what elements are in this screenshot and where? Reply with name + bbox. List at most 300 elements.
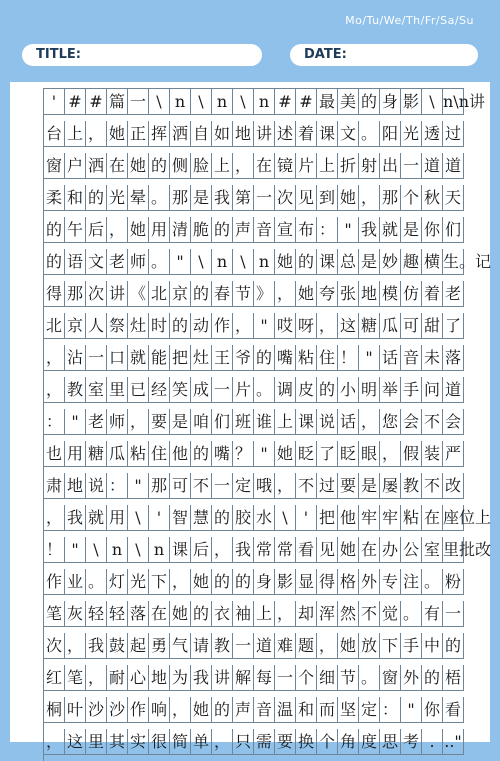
grid-cell: 其 [107,729,128,754]
grid-cell: 上 [254,601,275,626]
grid-cell: 已 [128,377,149,402]
grid-cell: 洒 [86,153,107,178]
grid-cell: 常 [275,537,296,562]
grid-cell: 个 [401,185,422,210]
grid-cell: 射 [359,153,380,178]
grid-cell: 慧 [191,505,212,530]
grid-cell: 折 [338,153,359,178]
grid-cell: 得 [44,281,65,306]
grid-cell: 你 [422,217,443,242]
grid-cell: ， [44,505,65,530]
grid-cell: 很 [149,729,170,754]
grid-cell: 讲 [212,665,233,690]
grid-cell: 的 [317,377,338,402]
grid-cell: 的 [86,185,107,210]
grid-cell: ， [212,729,233,754]
grid-cell: 的 [254,345,275,370]
grid-cell: # [275,89,296,114]
grid-cell: 过 [317,473,338,498]
grid-row [44,473,464,499]
grid-cell: 装 [422,441,443,466]
grid-cell: 室 [86,377,107,402]
grid-cell: 身 [254,569,275,594]
grid-cell: 小 [338,377,359,402]
grid-cell: 一 [254,185,275,210]
grid-cell: 能 [149,345,170,370]
grid-cell: ： [380,697,401,722]
grid-cell: 外 [359,569,380,594]
grid-row [44,153,464,179]
grid-cell: 看 [443,697,464,722]
grid-cell: \ [128,505,149,530]
grid-cell: 外 [401,665,422,690]
grid-cell: 一 [275,665,296,690]
grid-cell: 里 [86,729,107,754]
grid-cell: 上 [317,153,338,178]
grid-cell: 只 [233,729,254,754]
grid-cell: 下 [149,569,170,594]
grid-cell: 我 [359,217,380,242]
grid-cell: 老 [107,249,128,274]
grid-cell: 请 [191,633,212,658]
grid-cell: 晕 [128,185,149,210]
grid-cell: ， [233,313,254,338]
grid-cell: 脸 [191,153,212,178]
grid-cell: 脆 [191,217,212,242]
grid-cell: 她 [128,217,149,242]
grid-cell: \ [86,537,107,562]
grid-cell: 她 [275,441,296,466]
grid-cell: 我 [233,537,254,562]
grid-cell: \ [233,249,254,274]
grid-cell: 时 [149,313,170,338]
grid-cell: 她 [191,569,212,594]
grid-cell: 的 [422,665,443,690]
grid-cell: 光 [128,569,149,594]
grid-cell: 天 [443,185,464,210]
grid-cell: 把 [317,505,338,530]
grid-cell: 作 [44,569,65,594]
grid-cell: 会 [401,409,422,434]
grid-cell: 考 [401,729,422,754]
grid-cell: 的 [359,89,380,114]
grid-cell: 衣 [212,601,233,626]
grid-cell: 着 [422,281,443,306]
grid-cell: 模 [380,281,401,306]
grid-cell: 她 [296,281,317,306]
grid-cell: 一 [443,601,464,626]
grid-cell: 定 [359,697,380,722]
grid-cell: 课 [170,537,191,562]
grid-cell: 如 [212,121,233,146]
grid-cell: 她 [128,153,149,178]
grid-cell: 用 [107,505,128,530]
grid-cell: 。 [149,185,170,210]
grid-cell: 笑 [170,377,191,402]
grid-cell: 话 [338,409,359,434]
grid-cell: 午 [65,217,86,242]
grid-cell: 课 [317,249,338,274]
grid-cell: 次 [86,281,107,306]
grid-row [44,281,464,307]
grid-cell: 起 [128,633,149,658]
grid-cell: 眼 [359,441,380,466]
grid-cell: 镜 [275,153,296,178]
grid-cell: 下 [380,633,401,658]
grid-cell: 音 [254,697,275,722]
grid-cell: ， [275,601,296,626]
grid-cell: 次 [44,633,65,658]
grid-cell: 们 [212,409,233,434]
grid-cell: 呀 [296,313,317,338]
grid-cell: \ [191,249,212,274]
grid-row [44,185,464,211]
grid-cell: 台 [44,121,65,146]
grid-cell: 牢 [380,505,401,530]
grid-cell: 班 [233,409,254,434]
grid-cell: 角 [338,729,359,754]
grid-cell: ！ [338,345,359,370]
grid-cell: 京 [170,281,191,306]
grid-cell: ， [170,697,191,722]
grid-cell: 细 [317,665,338,690]
grid-cell: # [296,89,317,114]
grid-cell: 响 [149,697,170,722]
grid-cell: ， [380,441,401,466]
grid-cell: 在 [149,601,170,626]
title-field[interactable] [22,44,262,66]
grid-cell: 地 [149,665,170,690]
grid-cell: 需 [254,729,275,754]
grid-cell: 的 [212,505,233,530]
grid-cell: 她 [338,185,359,210]
grid-cell: 糖 [359,313,380,338]
grid-cell: 话 [380,345,401,370]
grid-cell: n [254,249,275,274]
grid-cell: 灶 [128,313,149,338]
grid-cell: 常 [254,537,275,562]
grid-row [44,217,464,243]
grid-cell: 次 [275,185,296,210]
grid-cell: 就 [380,217,401,242]
grid-cell: 老 [86,409,107,434]
grid-cell: 温 [275,697,296,722]
grid-cell: ， [233,153,254,178]
grid-cell: 的 [44,217,65,242]
grid-cell: ， [44,729,65,754]
grid-cell: 把 [170,345,191,370]
grid-cell: 谁 [254,409,275,434]
grid-cell: 他 [170,441,191,466]
grid-cell: 要 [149,409,170,434]
grid-cell: 一 [86,345,107,370]
grid-cell: 课 [296,409,317,434]
grid-cell: 屡 [380,473,401,498]
grid-cell: 哎 [275,313,296,338]
grid-cell: 却 [296,601,317,626]
grid-cell: ' [149,505,170,530]
grid-cell: 教 [401,473,422,498]
grid-cell: n [107,537,128,562]
grid-row [44,665,464,691]
grid-row [44,345,464,371]
grid-cell: 教 [212,633,233,658]
grid-cell: 美 [338,89,359,114]
grid-cell: 的 [212,697,233,722]
grid-cell: 明 [359,377,380,402]
grid-cell: 那 [149,473,170,498]
grid-cell: ' [44,89,65,114]
grid-cell: n [212,249,233,274]
grid-cell: 你 [422,697,443,722]
grid-cell: 住 [317,345,338,370]
grid-cell: 她 [170,601,191,626]
grid-cell: 。 [422,569,443,594]
grid-cell: 的 [191,281,212,306]
grid-cell: 道 [254,633,275,658]
grid-row [44,313,464,339]
grid-cell: 定 [233,473,254,498]
grid-cell: ， [275,281,296,306]
grid-cell: " [65,409,86,434]
grid-cell: 粘 [401,505,422,530]
grid-cell: ， [359,185,380,210]
grid-cell: 柔 [44,185,65,210]
grid-cell: 最 [317,89,338,114]
grid-cell: 过 [443,121,464,146]
grid-cell: 笔 [44,601,65,626]
grid-cell: 地 [233,121,254,146]
grid-cell: 个 [296,665,317,690]
grid-cell: 落 [443,345,464,370]
grid-cell: 窗 [380,665,401,690]
grid-cell: 看 [296,537,317,562]
grid-cell: 我 [212,185,233,210]
grid-cell: 总 [338,249,359,274]
grid-cell: 了 [317,441,338,466]
grid-cell: # [86,89,107,114]
grid-cell: 的 [296,249,317,274]
grid-cell: 课 [317,121,338,146]
grid-cell: 注 [401,569,422,594]
grid-cell: 里 [107,377,128,402]
grid-cell: 觉 [380,601,401,626]
grid-cell: 道 [443,153,464,178]
grid-cell: 上 [212,153,233,178]
grid-cell: 在 [422,505,443,530]
grid-cell: 问 [422,377,443,402]
grid-cell: 思 [380,729,401,754]
grid-cell: 影 [401,89,422,114]
grid-cell: 然 [338,601,359,626]
grid-cell: 着 [296,121,317,146]
grid-cell: 可 [401,313,422,338]
grid-cell: 会 [443,409,464,434]
grid-cell: 节 [233,281,254,306]
grid-cell: 在 [359,537,380,562]
grid-cell: 的 [212,217,233,242]
grid-cell: 不 [359,601,380,626]
grid-cell: 说 [86,473,107,498]
grid-cell: 是 [170,409,191,434]
grid-cell: " [359,345,380,370]
grid-cell: \ [233,89,254,114]
grid-cell: n [254,89,275,114]
grid-cell: ： [107,473,128,498]
grid-cell: 她 [338,633,359,658]
grid-row [44,697,464,723]
grid-cell: 用 [65,441,86,466]
grid-cell: 光 [401,121,422,146]
grid-cell: 沙 [86,697,107,722]
grid-cell: 师 [128,249,149,274]
grid-cell: 桐 [44,697,65,722]
grid-cell: 格 [338,569,359,594]
grid-cell: 语 [65,249,86,274]
grid-cell: 要 [338,473,359,498]
grid-cell: 正 [128,121,149,146]
grid-row [44,729,464,755]
date-label: DATE: [304,47,347,62]
grid-cell: ， [317,633,338,658]
grid-cell: 咱 [191,409,212,434]
grid-cell: 一 [128,89,149,114]
grid-cell: 得 [317,569,338,594]
grid-cell: 水 [254,505,275,530]
grid-cell: 文 [86,249,107,274]
grid-cell: 她 [107,121,128,146]
grid-cell: 阳 [380,121,401,146]
grid-cell: 的 [191,441,212,466]
grid-cell: " [338,217,359,242]
grid-cell: 就 [128,345,149,370]
grid-cell: 。 [86,569,107,594]
grid-cell: 灰 [65,601,86,626]
grid-cell: 师 [107,409,128,434]
grid-cell: n [212,89,233,114]
grid-cell: 是 [191,185,212,210]
grid-cell: 轻 [86,601,107,626]
character-grid [43,88,492,761]
grid-cell: .." [443,729,464,754]
grid-cell: 灯 [107,569,128,594]
grid-cell: 的 [170,313,191,338]
grid-cell: 公 [401,537,422,562]
grid-cell: 那 [380,185,401,210]
grid-cell: " [254,313,275,338]
grid-cell: 的 [233,569,254,594]
grid-cell: 哦 [254,473,275,498]
grid-cell: 耐 [107,665,128,690]
grid-cell: 粘 [128,441,149,466]
grid-cell: 简 [170,729,191,754]
grid-cell: 肃 [44,473,65,498]
grid-cell: 不 [422,473,443,498]
grid-cell: 袖 [233,601,254,626]
grid-cell: 秋 [422,185,443,210]
grid-cell: 们 [443,217,464,242]
grid-cell: 个 [317,729,338,754]
grid-cell: \ [275,505,296,530]
grid-cell: 自 [191,121,212,146]
grid-cell: 眨 [296,441,317,466]
grid-cell: 光 [107,185,128,210]
date-field[interactable] [290,44,478,66]
grid-cell: ， [44,345,65,370]
grid-cell: 一 [233,633,254,658]
grid-cell: 作 [128,697,149,722]
grid-cell: 室 [422,537,443,562]
grid-cell: 这 [338,313,359,338]
grid-cell: ， [65,633,86,658]
grid-cell: 显 [296,569,317,594]
grid-cell: 老 [443,281,464,306]
grid-cell: 上 [65,121,86,146]
grid-cell: ！ [44,537,65,562]
grid-cell: 度 [359,729,380,754]
grid-row [44,601,464,627]
grid-cell: 叶 [65,697,86,722]
grid-cell: 梧 [443,665,464,690]
grid-cell: 她 [275,249,296,274]
grid-cell: 住 [149,441,170,466]
grid-cell: 也 [44,441,65,466]
grid-cell: \ [191,89,212,114]
grid-cell: 祭 [107,313,128,338]
grid-cell: 和 [296,697,317,722]
grid-cell: 办 [380,537,401,562]
grid-row [44,505,492,531]
grid-cell: ： [317,217,338,242]
grid-cell: 那 [65,281,86,306]
grid-cell: 。 [149,249,170,274]
grid-cell: 里批改 [443,537,464,562]
grid-cell: 灶 [191,345,212,370]
grid-cell: 仿 [401,281,422,306]
grid-cell: \ [128,537,149,562]
grid-cell: 清 [170,217,191,242]
grid-cell: 横 [422,249,443,274]
grid-row [44,249,492,275]
grid-cell: 动 [191,313,212,338]
grid-cell: 她 [191,697,212,722]
grid-cell: 她 [338,537,359,562]
grid-cell: 夸 [317,281,338,306]
grid-cell: 单 [191,729,212,754]
grid-cell: 我 [191,665,212,690]
grid-cell: 轻 [107,601,128,626]
grid-cell: 勇 [149,633,170,658]
grid-cell: n [170,89,191,114]
grid-cell: 趣 [401,249,422,274]
grid-cell: 的 [149,153,170,178]
grid-cell: 后 [191,537,212,562]
grid-cell: 业 [65,569,86,594]
grid-cell: 窗 [44,153,65,178]
grid-cell: 的 [44,249,65,274]
grid-cell: 上 [275,409,296,434]
grid-cell: 您 [380,409,401,434]
grid-cell: 到 [317,185,338,210]
writing-sheet [10,82,492,751]
grid-cell: ， [359,409,380,434]
grid-cell: 见 [317,537,338,562]
grid-cell: 《 [128,281,149,306]
grid-cell: 换 [296,729,317,754]
grid-cell: 王 [212,345,233,370]
grid-cell: 。 [359,665,380,690]
grid-cell: 嘴 [275,345,296,370]
